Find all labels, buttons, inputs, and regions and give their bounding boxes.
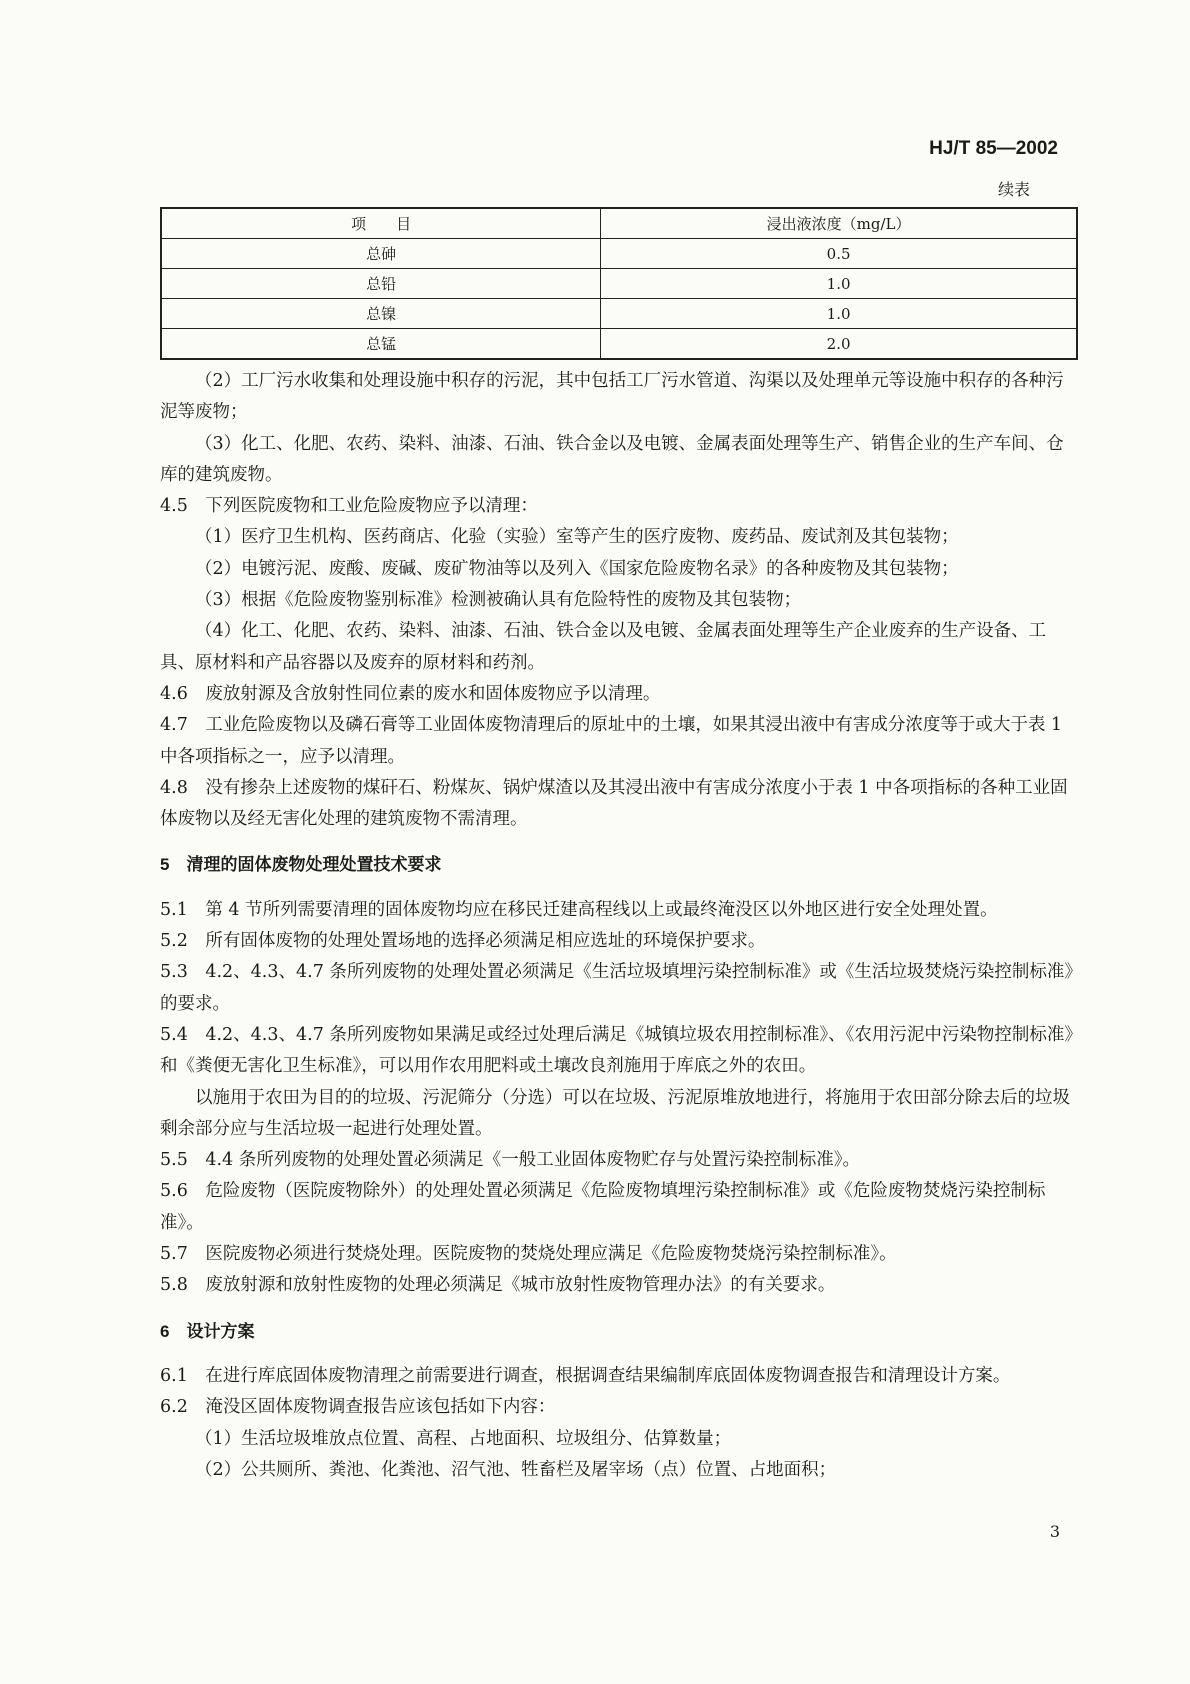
cell-value: 1.0	[601, 299, 1077, 329]
clause-4-8: 4.8 没有掺杂上述废物的煤矸石、粉煤灰、锅炉煤渣以及其浸出液中有害成分浓度小于表 1 中各项指标的各种工业固体废物以及经无害化处理的建筑废物不需清理。	[160, 777, 1068, 830]
cell-value: 1.0	[601, 269, 1077, 299]
table-row	[161, 239, 1077, 269]
list-item: （1）生活垃圾堆放点位置、高程、占地面积、垃圾组分、估算数量；	[195, 1428, 732, 1449]
document-body	[160, 366, 1078, 1486]
clause-5-8: 5.8 废放射源和放射性废物的处理必须满足《城市放射性废物管理办法》的有关要求。	[160, 1275, 836, 1296]
table-continued-label: 续表	[997, 180, 1030, 199]
table-row	[161, 329, 1077, 360]
paragraph: （2）工厂污水收集和处理设施中积存的污泥，其中包括工厂污水管道、沟渠以及处理单元等设施中积存的各种污泥等废物；	[160, 371, 1064, 423]
col-header-concentration: 浸出液浓度（mg/L）	[601, 208, 1077, 239]
cell-item: 总砷	[161, 239, 601, 269]
table-row	[161, 299, 1077, 329]
cell-item: 总铅	[161, 269, 601, 299]
paragraph: （3）化工、化肥、农药、染料、油漆、石油、铁合金以及电镀、金属表面处理等生产、销售企业的生产车间、仓库的建筑废物。	[160, 433, 1064, 485]
list-item: （2）电镀污泥、废酸、废碱、废矿物油等以及列入《国家危险废物名录》的各种废物及其包装物；	[195, 558, 959, 579]
section-heading-6: 6 设计方案	[160, 1321, 255, 1341]
table-row	[161, 269, 1077, 299]
clause-5-7: 5.7 医院废物必须进行焚烧处理。医院废物的焚烧处理应满足《危险废物焚烧污染控制标准》。	[160, 1244, 897, 1265]
clause-4-5: 4.5 下列医院废物和工业危险废物应予以清理：	[160, 496, 538, 517]
leachate-limit-table	[160, 207, 1078, 360]
list-item: （4）化工、化肥、农药、染料、油漆、石油、铁合金以及电镀、金属表面处理等生产企业废弃的生产设备、工具、原材料和产品容器以及废弃的原材料和药剂。	[160, 621, 1047, 673]
table-header-row	[161, 208, 1077, 239]
clause-5-3: 5.3 4.2、4.3、4.7 条所列废物的处理处置必须满足《生活垃圾填埋污染控制标准》或《生活垃圾焚烧污染控制标准》的要求。	[160, 962, 1074, 1014]
cell-item: 总镍	[161, 299, 601, 329]
clause-6-1: 6.1 在进行库底固体废物清理之前需要进行调查，根据调查结果编制库底固体废物调查报告和清理设计方案。	[160, 1365, 1011, 1386]
list-item: （1）医疗卫生机构、医药商店、化验（实验）室等产生的医疗废物、废药品、废试剂及其包装物；	[195, 527, 959, 548]
clause-5-4: 5.4 4.2、4.3、4.7 条所列废物如果满足或经过处理后满足《城镇垃圾农用控制标准》、《农用污泥中污染物控制标准》和《粪便无害化卫生标准》，可以用作农用肥料或土壤改良剂施用于库底之外的农田。	[160, 1024, 1074, 1077]
clause-5-2: 5.2 所有固体废物的处理处置场地的选择必须满足相应选址的环境保护要求。	[160, 931, 766, 952]
clause-5-1: 5.1 第 4 节所列需要清理的固体废物均应在移民迁建高程线以上或最终淹没区以外地区进行安全处理处置。	[160, 899, 998, 920]
page-number: 3	[1049, 1522, 1060, 1541]
list-item: （2）公共厕所、粪池、化粪池、沼气池、牲畜栏及屠宰场（点）位置、占地面积；	[195, 1459, 837, 1480]
paragraph: 以施用于农田为目的的垃圾、污泥筛分（分选）可以在垃圾、污泥原堆放地进行，将施用于农田部分除去后的垃圾剩余部分应与生活垃圾一起进行处理处置。	[160, 1087, 1070, 1139]
clause-5-5: 5.5 4.4 条所列废物的处理处置必须满足《一般工业固体废物贮存与处置污染控制标准》。	[160, 1150, 860, 1171]
cell-value: 2.0	[601, 329, 1077, 360]
section-heading-5: 5 清理的固体废物处理处置技术要求	[160, 855, 442, 875]
col-header-item: 项 目	[161, 208, 601, 239]
clause-4-7: 4.7 工业危险废物以及磷石膏等工业固体废物清理后的原址中的土壤，如果其浸出液中有害成分浓度等于或大于表 1 中各项指标之一，应予以清理。	[160, 715, 1063, 767]
cell-item: 总锰	[161, 329, 601, 360]
clause-5-6: 5.6 危险废物（医院废物除外）的处理处置必须满足《危险废物填埋污染控制标准》或《危险废物焚烧污染控制标准》。	[160, 1181, 1046, 1233]
clause-4-6: 4.6 废放射源及含放射性同位素的废水和固体废物应予以清理。	[160, 683, 661, 704]
cell-value: 0.5	[601, 239, 1077, 269]
list-item: （3）根据《危险废物鉴别标准》检测被确认具有危险特性的废物及其包装物；	[195, 590, 802, 611]
standard-code: HJ/T 85—2002	[929, 138, 1058, 159]
clause-6-2: 6.2 淹没区固体废物调查报告应该包括如下内容：	[160, 1397, 556, 1418]
